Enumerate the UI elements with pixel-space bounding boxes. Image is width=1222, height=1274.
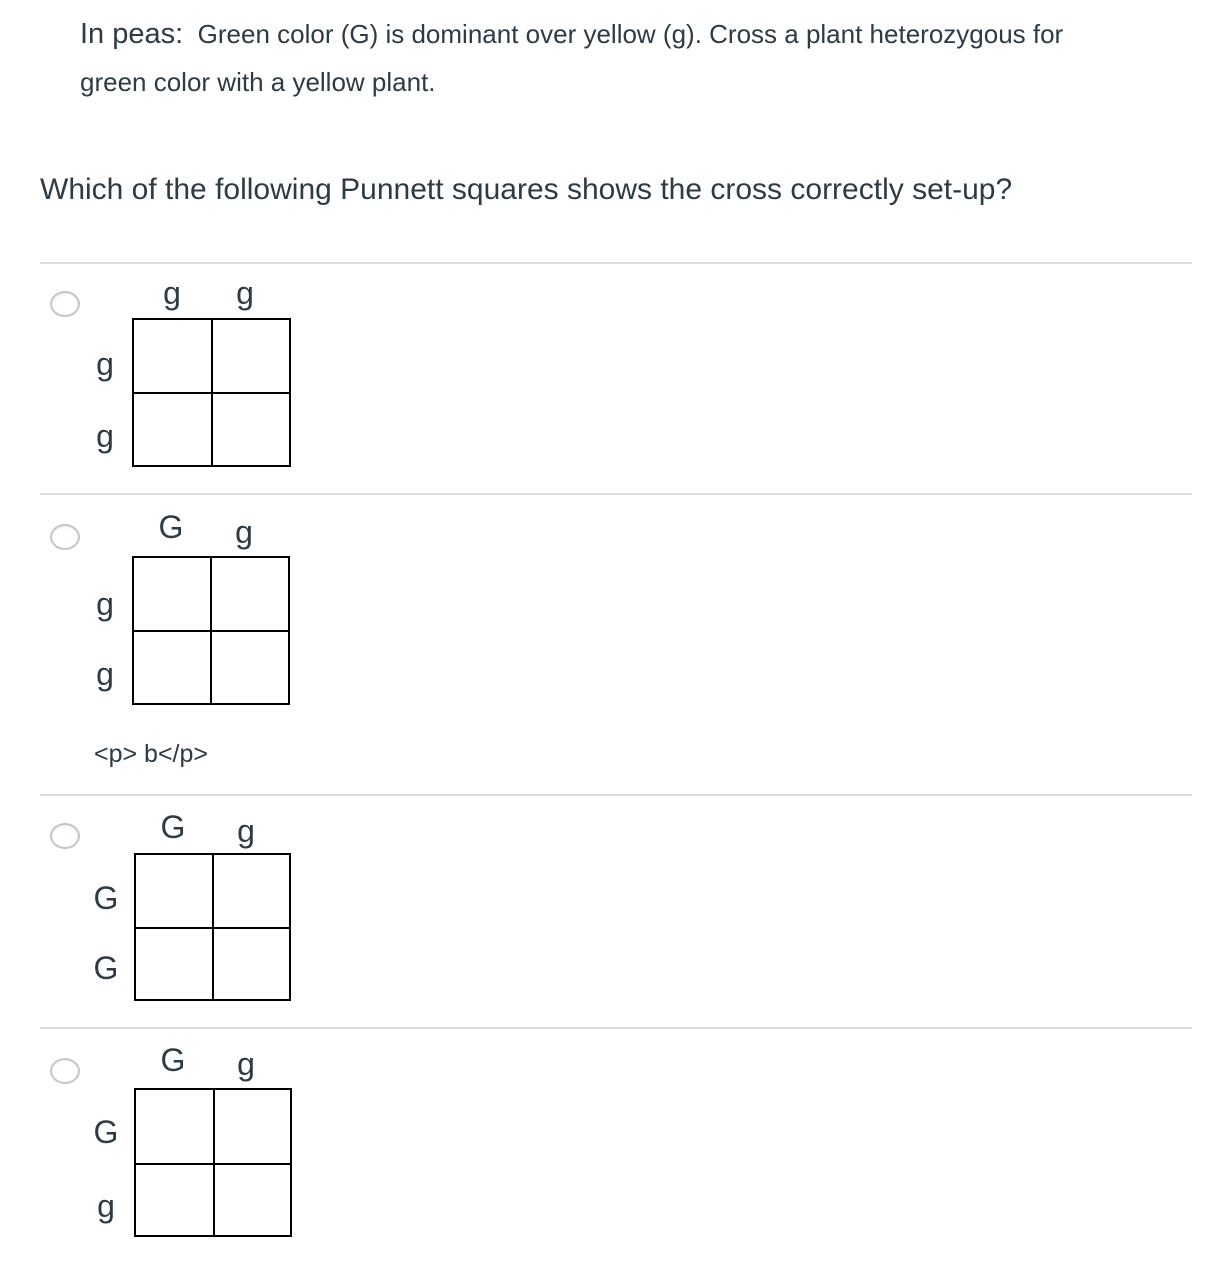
left-allele: g [96,656,114,692]
grid-divider [134,630,288,632]
option-divider [40,794,1192,796]
top-allele: g [235,514,253,550]
top-allele: G [160,809,186,845]
top-allele: g [237,813,255,849]
left-allele: G [93,1114,119,1150]
question-prompt: Which of the following Punnett squares shows the cross correctly set-up? [40,173,1013,206]
intro-text-1: Green color (G) is dominant over yellow (g). Cross a plant heterozygous for [197,19,1064,49]
left-allele: g [97,1188,115,1224]
punnett-square [132,318,291,467]
intro-lead: In peas: [80,18,184,50]
top-allele: G [160,1042,186,1078]
intro-line-1 [80,10,1180,58]
question-intro [80,10,1180,106]
grid-divider [136,927,289,929]
top-allele: g [237,1046,255,1082]
radio-button[interactable] [50,1058,80,1084]
punnett-square [134,853,291,1001]
radio-button[interactable] [50,524,80,550]
radio-button[interactable] [50,291,80,317]
radio-button[interactable] [50,823,80,849]
top-allele: G [158,509,184,545]
left-allele: g [96,346,114,382]
left-allele: G [93,880,119,916]
option-divider [40,493,1192,495]
punnett-square [134,1088,292,1237]
intro-line-2: green color with a yellow plant. [80,67,436,97]
top-allele: g [163,275,181,311]
option-divider [40,262,1192,264]
option-divider [40,1027,1192,1029]
stray-html-text: <p> b</p> [94,740,209,768]
punnett-square [132,556,290,705]
grid-divider [136,1163,290,1165]
left-allele: g [96,418,114,454]
grid-divider [134,392,289,394]
left-allele: g [96,586,114,622]
top-allele: g [236,275,254,311]
left-allele: G [93,950,119,986]
